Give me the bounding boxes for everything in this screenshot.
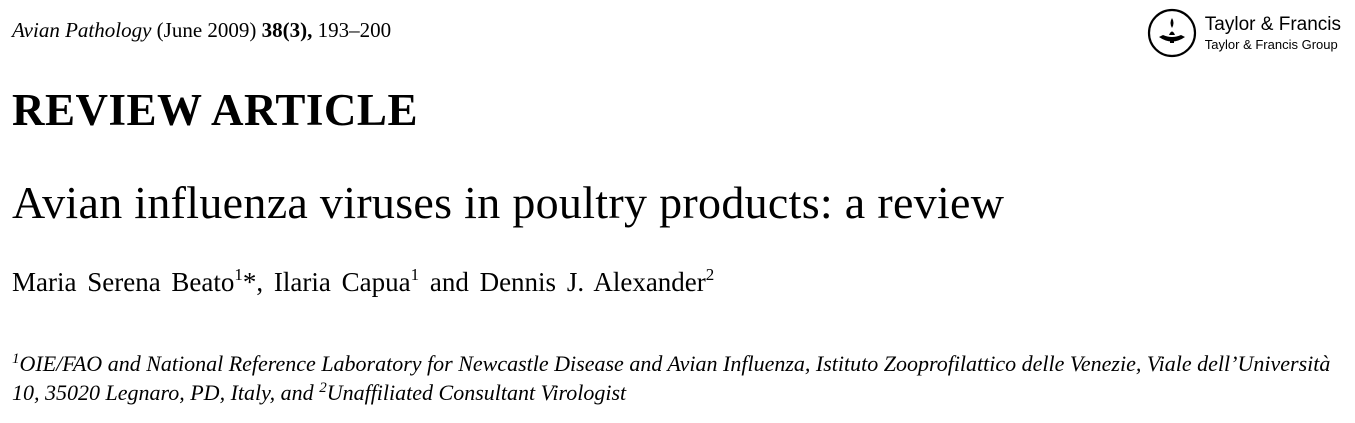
affiliations <box>12 349 1352 407</box>
affiliation-text: OIE/FAO and National Reference Laboratory for Newcastle Disease and Avian Influenza, Istituto Zooprofilattico delle Venezie, Viale dell’Università 10, 35020 Legnaro, PD, Italy, and <box>12 351 1331 405</box>
author-name: Dennis J. Alexander <box>479 267 706 297</box>
affiliation-mark: 2 <box>319 380 327 396</box>
author-affiliation-mark: 1 <box>234 265 243 284</box>
affiliation-mark: 1 <box>12 351 20 367</box>
author-list <box>12 267 714 298</box>
taylor-francis-lamp-icon <box>1147 8 1197 58</box>
journal-date: (June 2009) <box>156 18 257 42</box>
journal-citation <box>12 18 391 43</box>
publisher-name: Taylor & Francis <box>1204 14 1341 35</box>
author-affiliation-mark: 1 <box>410 265 420 284</box>
author-name: Ilaria Capua <box>273 267 411 297</box>
author-separator: , <box>256 267 274 297</box>
journal-pages: 193–200 <box>317 18 392 42</box>
author-separator: and <box>419 267 480 297</box>
journal-volume: 38(3), <box>261 18 313 42</box>
author-affiliation-mark: 2 <box>705 265 715 284</box>
publisher-group: Taylor & Francis Group <box>1204 37 1338 52</box>
author-name: Maria Serena Beato <box>12 267 235 297</box>
article-title: Avian influenza viruses in poultry products: a review <box>12 177 1005 228</box>
article-type-heading: REVIEW ARTICLE <box>12 85 418 135</box>
corresponding-author-mark: * <box>242 267 257 297</box>
affiliation-text: Unaffiliated Consultant Virologist <box>326 380 627 405</box>
journal-name: Avian Pathology <box>12 18 152 42</box>
publisher-block <box>1147 8 1341 58</box>
